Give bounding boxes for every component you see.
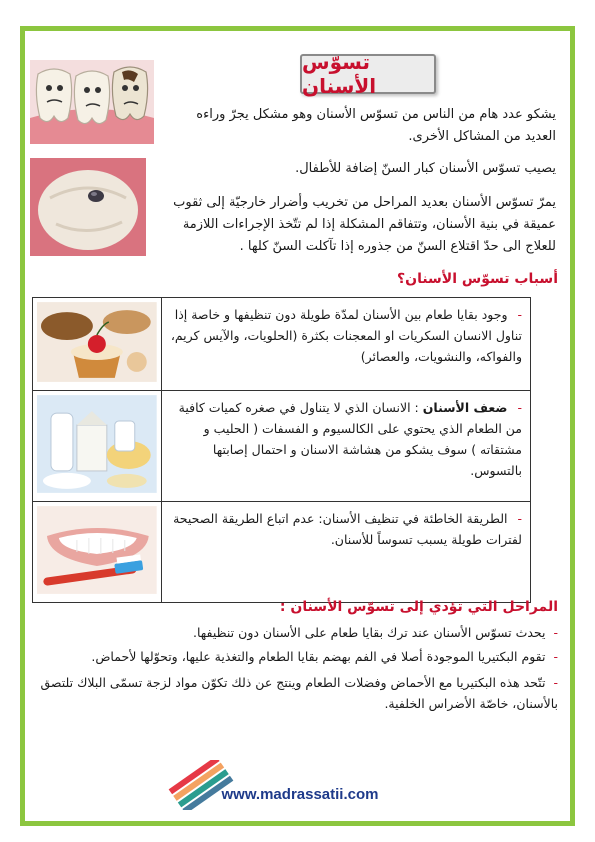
causes-heading: أسباب تسوّس الأسنان؟ (397, 271, 558, 287)
table-row (33, 391, 531, 502)
tooth-cavity-image (30, 158, 146, 256)
stage-2-text: تقوم البكتيريا الموجودة أصلا في الفم بهضم بقايا الطعام والتغذية عليها، وتحوّلها لأحماض. (91, 649, 546, 664)
stage-3-text: تتّحد هذه البكتيريا مع الأحماض وفضلات الطعام وينتج عن ذلك تكوّن مواد لزجة تسمّى البلاك تلتصق بالأسنان، خاصّة الأضراس الخلفية. (40, 675, 558, 711)
table-row (33, 502, 531, 603)
cartoon-teeth-image (30, 60, 154, 144)
stage-3-bullet: - (553, 675, 558, 690)
stages-heading: المراحل التي تؤدي إلى تسوّس الأسنان : (279, 599, 558, 615)
cause-1-text: وجود بقايا طعام بين الأسنان لمدّة طويلة دون تنظيفها و خاصة إذا تناول الانسان السكريات او المعجنات بكثرة (الحلويات، والآيس كريم، والفواكه، والنشويات، والعصائر) (170, 307, 522, 364)
cause-2-bullet: - (517, 400, 522, 415)
intro-paragraph-1: يشكو عدد هام من الناس من تسوّس الأسنان وهو مشكل يجرّ وراءه العديد من المشاكل الأخرى. (196, 107, 556, 144)
intro-paragraph-2: يصيب تسوّس الأسنان كبار السنّ إضافة للأطفال. (295, 161, 556, 176)
cause-2-cell (161, 391, 530, 502)
stage-1-bullet: - (553, 625, 558, 640)
dairy-image (37, 395, 157, 493)
cause-3-text: الطريقة الخاطئة في تنظيف الأسنان: عدم اتباع الطريقة الصحيحة لفترات طويلة يسبب تسوساً للأسنان. (173, 511, 522, 547)
page-title: تسوّس الأسنان (302, 50, 377, 98)
stage-2-bullet: - (553, 649, 558, 664)
toothbrush-image (37, 506, 157, 594)
stage-1-text: يحدث تسوّس الأسنان عند ترك بقايا طعام على الأسنان دون تنظيفها. (193, 625, 546, 640)
cause-1-bullet: - (517, 307, 522, 322)
list-item (40, 646, 558, 667)
dairy-image-cell (33, 391, 162, 502)
table-row (33, 298, 531, 391)
page-title-box (300, 50, 436, 98)
list-item (40, 622, 558, 643)
cause-2-text: : الانسان الذي لا يتناول في صغره كميات كافية من الطعام الذي يحتوي على الكالسيوم و الفسفات ( الحليب و مشتقاته ) سوف يشكو من هشاشة الاسنان و احتمال إصابتها بالتسوس. (178, 400, 522, 478)
site-logo (180, 780, 420, 808)
causes-table (32, 297, 531, 603)
cause-3-bullet: - (517, 511, 522, 526)
cause-1-cell (161, 298, 530, 391)
sweets-image (37, 302, 157, 382)
list-item (40, 672, 558, 714)
site-logo-text: www.madrassatii.com (221, 785, 379, 803)
cause-3-cell (161, 502, 530, 603)
cause-2-label: ضعف الأسنان (422, 400, 508, 415)
toothbrush-image-cell (33, 502, 162, 603)
sweets-image-cell (33, 298, 162, 391)
intro-paragraph-3: يمرّ تسوّس الأسنان بعديد المراحل من تخريب وأضرار خارجيّة إلى ثقوب عميقة في بنية الأسنان، وتتفاقم المشكلة إذا لم تتّخذ الإجراءات اللازمة للعلاج الى حدّ اقتلاع السنّ من جذوره إذا تآكلت السنّ كلها . (173, 195, 556, 254)
stages-list (40, 622, 558, 714)
